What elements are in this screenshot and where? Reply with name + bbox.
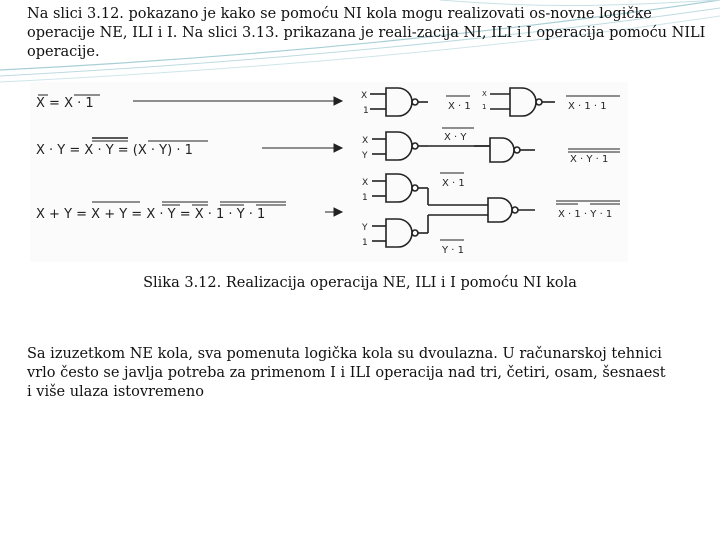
gate4-input-a: Y [362, 223, 368, 233]
figure-caption: Slika 3.12. Realizacija operacija NE, ILI i I pomoću NI kola [143, 275, 577, 291]
intro-paragraph: Na slici 3.12. pokazano je kako se pomoću NI kola mogu realizovati os-novne logičke operacije NE, ILI i I. Na slici 3.13. prikazana je reali-zacija NI, ILI i I operacija pomoću NILI operacije. [27, 6, 706, 60]
equation-2: X · Y = X · Y = (X · Y) · 1 [36, 143, 193, 158]
nand-gate-3 [372, 174, 488, 205]
gate4-output-label: Y · 1 [442, 245, 465, 256]
output-2: X · Y · 1 [570, 154, 609, 165]
equation-row-2 [36, 138, 208, 158]
nand-gate-4 [372, 215, 488, 247]
equation-1: X = X · 1 [36, 96, 94, 111]
equation-3: X + Y = X + Y = X · Y = X · 1 · Y · 1 [36, 207, 266, 222]
nand-gate-5 [490, 88, 555, 116]
nand-circuit-figure [30, 82, 628, 262]
nand-gate-7 [488, 198, 535, 222]
equation-row-1 [36, 95, 100, 111]
equation-row-3 [36, 202, 286, 222]
gate5-input-a: X [482, 90, 487, 98]
gate2-input-a: X [362, 136, 369, 146]
gate5-input-b: 1 [482, 103, 487, 111]
gate3-output-label: X · 1 [442, 178, 465, 189]
gate1-output-label: X · 1 [448, 101, 471, 112]
nand-gate-2 [372, 132, 428, 160]
gate3-input-a: X [362, 178, 369, 188]
gate2-input-b: Y [362, 151, 368, 161]
output-1: X · 1 · 1 [568, 101, 607, 112]
gate1-input-b: 1 [363, 106, 369, 116]
output-3: X · 1 · Y · 1 [558, 209, 613, 220]
gate3-input-b: 1 [362, 193, 368, 203]
gate2-output-label: X · Y [444, 132, 467, 143]
gate1-input-a: X [361, 91, 368, 101]
gate4-input-b: 1 [362, 238, 368, 248]
body-paragraph: Sa izuzetkom NE kola, sva pomenuta logička kola su dvoulazna. U računarskoj tehnici vrlo često se javlja potreba za primenom I i ILI operacija nad tri, četiri, osam, šesnaest i više ulaza istovremeno [27, 346, 666, 400]
nand-gate-1 [370, 88, 428, 116]
